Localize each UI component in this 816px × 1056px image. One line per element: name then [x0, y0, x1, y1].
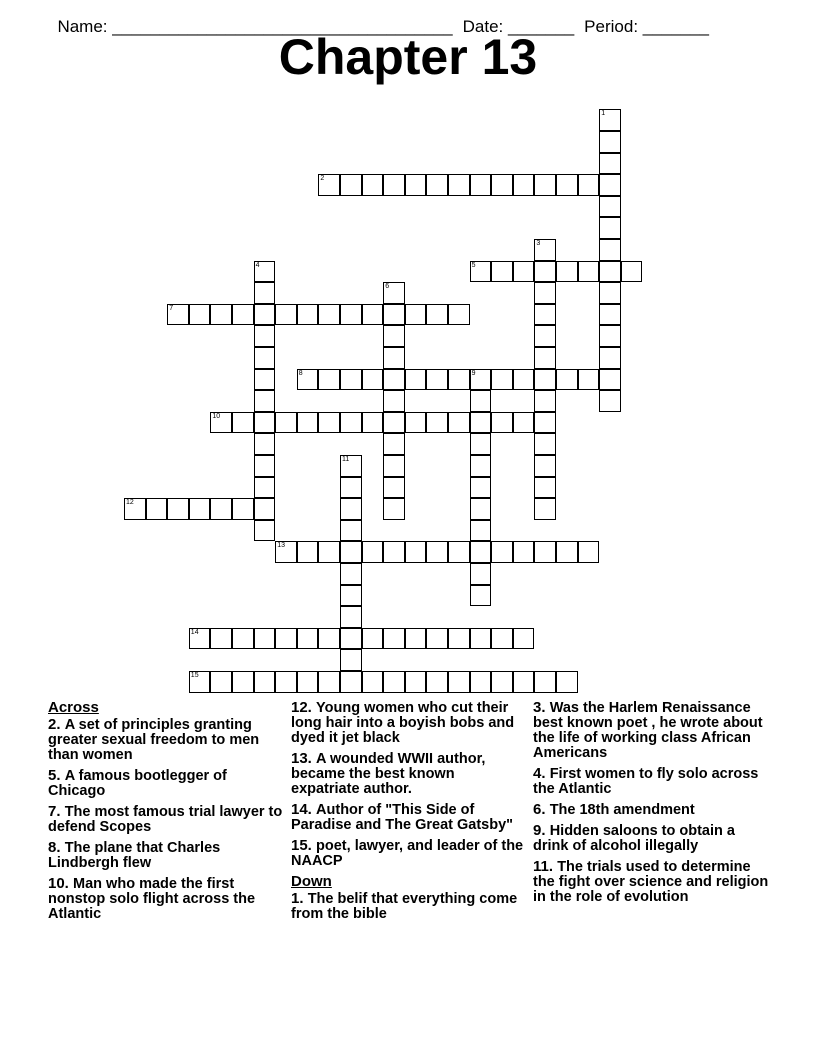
clue-number: 6: [385, 283, 390, 291]
down-heading: Down: [291, 873, 332, 890]
clue-item-text: poet, lawyer, and leader of the NAACP: [291, 838, 524, 869]
crossword-cell[interactable]: [470, 433, 492, 455]
clue-number: 10: [212, 412, 221, 420]
crossword-cell[interactable]: [405, 628, 427, 650]
crossword-cell[interactable]: [491, 541, 513, 563]
crossword-cell[interactable]: [448, 628, 470, 650]
crossword-cell[interactable]: [254, 628, 276, 650]
crossword-cell[interactable]: [513, 671, 535, 693]
crossword-cell[interactable]: [340, 671, 362, 693]
clue-item-number: 11.: [533, 858, 558, 875]
crossword-cell[interactable]: [340, 541, 362, 563]
crossword-cell[interactable]: [470, 671, 492, 693]
crossword-cell[interactable]: [297, 412, 319, 434]
crossword-cell[interactable]: [146, 498, 168, 520]
clue-item: [291, 751, 527, 797]
crossword-cell[interactable]: [189, 304, 211, 326]
crossword-cell[interactable]: [470, 498, 492, 520]
crossword-cell[interactable]: [383, 541, 405, 563]
crossword-cell[interactable]: [426, 671, 448, 693]
crossword-cell[interactable]: [254, 325, 276, 347]
crossword-cell[interactable]: [210, 671, 232, 693]
crossword-cell[interactable]: [340, 477, 362, 499]
crossword-cell[interactable]: [534, 304, 556, 326]
crossword-cell[interactable]: [534, 174, 556, 196]
clues-column-1: [48, 700, 284, 927]
crossword-cell[interactable]: [210, 412, 232, 434]
crossword-cell[interactable]: [254, 390, 276, 412]
clue-item: [48, 840, 284, 871]
crossword-cell[interactable]: [513, 174, 535, 196]
crossword-cell[interactable]: [599, 390, 621, 412]
crossword-cell[interactable]: [513, 628, 535, 650]
crossword-cell[interactable]: [254, 412, 276, 434]
clue-item: [533, 823, 769, 854]
crossword-cell[interactable]: [254, 347, 276, 369]
crossword-cell[interactable]: [491, 174, 513, 196]
crossword-cell[interactable]: [340, 304, 362, 326]
crossword-cell[interactable]: [232, 304, 254, 326]
clue-item-text: The trials used to determine the fight over science and religion in the role of evolution: [533, 859, 769, 905]
crossword-cell[interactable]: [297, 541, 319, 563]
crossword-cell[interactable]: [362, 412, 384, 434]
crossword-cell[interactable]: [232, 671, 254, 693]
crossword-cell[interactable]: [578, 541, 600, 563]
crossword-cell[interactable]: [470, 563, 492, 585]
crossword-cell[interactable]: [383, 433, 405, 455]
clue-number: 11: [342, 456, 350, 463]
crossword-cell[interactable]: [318, 412, 340, 434]
crossword-cell[interactable]: [362, 628, 384, 650]
clue-number: 5: [471, 261, 476, 269]
crossword-cell[interactable]: [254, 369, 276, 391]
clue-item-number: 13.: [291, 750, 317, 767]
date-field[interactable]: Date: _______: [462, 17, 575, 36]
clue-item: [291, 838, 527, 869]
clue-item: [48, 804, 284, 835]
crossword-cell[interactable]: [318, 628, 340, 650]
crossword-cell[interactable]: [362, 304, 384, 326]
crossword-cell[interactable]: [275, 671, 297, 693]
crossword-cell[interactable]: [189, 671, 211, 693]
crossword-cell[interactable]: [556, 369, 578, 391]
crossword-cell[interactable]: [513, 369, 535, 391]
crossword-cell[interactable]: [405, 369, 427, 391]
crossword-cell[interactable]: [232, 412, 254, 434]
crossword-cell[interactable]: [426, 541, 448, 563]
crossword-cell[interactable]: [167, 498, 189, 520]
crossword-cell[interactable]: [383, 455, 405, 477]
crossword-cell[interactable]: [275, 412, 297, 434]
crossword-cell[interactable]: [599, 282, 621, 304]
crossword-cell[interactable]: [470, 261, 492, 283]
crossword-cell[interactable]: [254, 671, 276, 693]
crossword-cell[interactable]: [534, 347, 556, 369]
clue-item-number: 12.: [291, 699, 317, 716]
crossword-cell[interactable]: [534, 412, 556, 434]
clue-item-number: 4.: [533, 765, 550, 782]
crossword-cell[interactable]: [383, 325, 405, 347]
crossword-cell[interactable]: [405, 174, 427, 196]
crossword-cell[interactable]: [275, 304, 297, 326]
crossword-cell[interactable]: [534, 390, 556, 412]
clue-item-text: A famous bootlegger of Chicago: [48, 768, 227, 799]
crossword-cell[interactable]: [340, 563, 362, 585]
crossword-cell[interactable]: [340, 520, 362, 542]
clue-item: [48, 768, 284, 799]
crossword-cell[interactable]: [470, 390, 492, 412]
clue-item-number: 9.: [533, 822, 550, 839]
clue-item: [533, 802, 769, 818]
clue-item: [48, 717, 284, 763]
clue-item-text: The most famous trial lawyer to defend Scopes: [48, 804, 283, 835]
crossword-cell[interactable]: [189, 498, 211, 520]
crossword-cell[interactable]: [426, 304, 448, 326]
crossword-cell[interactable]: [599, 174, 621, 196]
crossword-cell[interactable]: [599, 304, 621, 326]
clue-item-number: 2.: [48, 716, 65, 733]
crossword-cell[interactable]: [470, 541, 492, 563]
clue-item: [533, 766, 769, 797]
clue-item: [291, 700, 527, 746]
crossword-cell[interactable]: [556, 174, 578, 196]
crossword-cell[interactable]: [318, 369, 340, 391]
crossword-cell[interactable]: [534, 433, 556, 455]
clue-item-text: The 18th amendment: [549, 802, 695, 818]
crossword-cell[interactable]: [599, 347, 621, 369]
clue-number: 2: [320, 175, 325, 183]
clue-item-text: First women to fly solo across the Atlantic: [533, 766, 759, 797]
crossword-cell[interactable]: [491, 412, 513, 434]
crossword-cell[interactable]: [383, 304, 405, 326]
crossword-cell[interactable]: [599, 153, 621, 175]
crossword-cell[interactable]: [534, 477, 556, 499]
crossword-cell[interactable]: [470, 455, 492, 477]
crossword-cell[interactable]: [491, 671, 513, 693]
crossword-cell[interactable]: [189, 628, 211, 650]
crossword-cell[interactable]: [534, 282, 556, 304]
crossword-cell[interactable]: [340, 606, 362, 628]
clue-item: [533, 700, 769, 761]
crossword-cell[interactable]: [599, 261, 621, 283]
clues-column-2: [291, 700, 527, 927]
crossword-cell[interactable]: [383, 412, 405, 434]
crossword-cell[interactable]: [318, 174, 340, 196]
crossword-cell[interactable]: [340, 174, 362, 196]
clue-number: 7: [169, 304, 174, 312]
crossword-cell[interactable]: [383, 628, 405, 650]
crossword-cell[interactable]: [448, 671, 470, 693]
crossword-cell[interactable]: [383, 671, 405, 693]
crossword-cell[interactable]: [534, 541, 556, 563]
crossword-cell[interactable]: [426, 628, 448, 650]
crossword-cell[interactable]: [534, 455, 556, 477]
crossword-cell[interactable]: [534, 261, 556, 283]
crossword-cell[interactable]: [383, 390, 405, 412]
crossword-cell[interactable]: [534, 369, 556, 391]
clue-number: 12: [126, 499, 134, 507]
crossword-cell[interactable]: [534, 239, 556, 261]
crossword-cell[interactable]: [383, 477, 405, 499]
clue-item-number: 5.: [48, 767, 65, 784]
crossword-cell[interactable]: [578, 261, 600, 283]
clue-number: 3: [536, 240, 541, 247]
crossword-cell[interactable]: [513, 541, 535, 563]
crossword-cell[interactable]: [254, 455, 276, 477]
crossword-cell[interactable]: [426, 369, 448, 391]
crossword-cell[interactable]: [470, 174, 492, 196]
clue-item-number: 14.: [291, 801, 317, 818]
crossword-cell[interactable]: [599, 217, 621, 239]
crossword-cell[interactable]: [340, 455, 362, 477]
crossword-cell[interactable]: [621, 261, 643, 283]
across-clue-list-continued: [291, 700, 527, 869]
across-clue-list: [48, 717, 284, 922]
crossword-cell[interactable]: [275, 628, 297, 650]
crossword-cell[interactable]: [513, 412, 535, 434]
crossword-cell[interactable]: [448, 174, 470, 196]
crossword-cell[interactable]: [556, 671, 578, 693]
crossword-cell[interactable]: [534, 325, 556, 347]
crossword-cell[interactable]: [491, 261, 513, 283]
crossword-cell[interactable]: [254, 261, 276, 283]
crossword-cell[interactable]: [254, 498, 276, 520]
crossword-cell[interactable]: [318, 541, 340, 563]
clue-item-number: 6.: [533, 801, 550, 818]
crossword-cell[interactable]: [318, 671, 340, 693]
clue-item-number: 7.: [48, 803, 65, 820]
crossword-cell[interactable]: [578, 174, 600, 196]
crossword-cell[interactable]: [340, 585, 362, 607]
crossword-cell[interactable]: [534, 671, 556, 693]
crossword-cell[interactable]: [383, 347, 405, 369]
crossword-cell[interactable]: [556, 261, 578, 283]
crossword-cell[interactable]: [340, 498, 362, 520]
crossword-cell[interactable]: [124, 498, 146, 520]
crossword-cell[interactable]: [383, 498, 405, 520]
crossword-cell[interactable]: [448, 369, 470, 391]
crossword-cell[interactable]: [534, 498, 556, 520]
clue-item-number: 3.: [533, 699, 550, 716]
clue-number: 8: [298, 369, 303, 377]
crossword-cell[interactable]: [167, 304, 189, 326]
clue-item-number: 10.: [48, 875, 74, 892]
clue-item-text: The belif that everything come from the bible: [291, 891, 518, 922]
crossword-cell[interactable]: [556, 541, 578, 563]
crossword-cell[interactable]: [599, 239, 621, 261]
clue-item: [291, 802, 527, 833]
crossword-cell[interactable]: [470, 520, 492, 542]
crossword-cell[interactable]: [383, 174, 405, 196]
clue-item-text: A set of principles granting greater sexual freedom to men than women: [48, 717, 260, 763]
across-heading: Across: [48, 699, 99, 716]
clue-item-text: Author of "This Side of Paradise and The Great Gatsby": [291, 802, 514, 833]
crossword-cell[interactable]: [297, 369, 319, 391]
crossword-cell[interactable]: [491, 369, 513, 391]
period-field[interactable]: Period: _______: [584, 17, 709, 36]
crossword-cell[interactable]: [599, 109, 621, 131]
crossword-cell[interactable]: [362, 671, 384, 693]
clue-item-number: 15.: [291, 837, 317, 854]
page-title: Chapter 13: [278, 29, 538, 85]
clue-item-text: Hidden saloons to obtain a drink of alcohol illegally: [533, 823, 735, 854]
clue-item-text: Man who made the first nonstop solo flight across the Atlantic: [48, 876, 256, 922]
clue-number: 9: [471, 369, 476, 377]
crossword-cell[interactable]: [470, 412, 492, 434]
crossword-cell[interactable]: [470, 585, 492, 607]
clue-item-number: 1.: [291, 890, 308, 907]
crossword-cell[interactable]: [362, 541, 384, 563]
crossword-cell[interactable]: [426, 174, 448, 196]
clue-number: 14: [190, 628, 199, 636]
crossword-cell[interactable]: [340, 649, 362, 671]
crossword-cell[interactable]: [470, 477, 492, 499]
crossword-cell[interactable]: [448, 304, 470, 326]
crossword-cell[interactable]: [232, 628, 254, 650]
crossword-cell[interactable]: [362, 174, 384, 196]
crossword-cell[interactable]: [340, 628, 362, 650]
crossword-cell[interactable]: [254, 520, 276, 542]
crossword-cell[interactable]: [513, 261, 535, 283]
crossword-cell[interactable]: [470, 628, 492, 650]
crossword-cell[interactable]: [448, 412, 470, 434]
crossword-cell[interactable]: [405, 671, 427, 693]
crossword-cell[interactable]: [491, 628, 513, 650]
crossword-cell[interactable]: [599, 196, 621, 218]
crossword-cell[interactable]: [210, 498, 232, 520]
clue-item-text: Young women who cut their long hair into a boyish bobs and dyed it jet black: [291, 700, 515, 746]
crossword-cell[interactable]: [578, 369, 600, 391]
down-clue-list: [291, 891, 527, 922]
clue-number: 13: [277, 542, 285, 550]
crossword-cell[interactable]: [405, 304, 427, 326]
crossword-cell[interactable]: [254, 477, 276, 499]
clue-item: [533, 859, 769, 905]
crossword-cell[interactable]: [297, 628, 319, 650]
crossword-cell[interactable]: [426, 412, 448, 434]
crossword-cell[interactable]: [340, 369, 362, 391]
clue-number: 1: [601, 110, 606, 118]
clues-column-3: [533, 700, 769, 910]
clue-number: 15: [190, 672, 199, 679]
clue-item-text: Was the Harlem Renaissance best known poet , he wrote about the life of working class African Americans: [533, 700, 763, 761]
clue-item: [48, 876, 284, 922]
crossword-cell[interactable]: [470, 369, 492, 391]
crossword-cell[interactable]: [297, 304, 319, 326]
crossword-cell[interactable]: [275, 541, 297, 563]
crossword-cell[interactable]: [383, 282, 405, 304]
crossword-cell[interactable]: [318, 304, 340, 326]
crossword-cell[interactable]: [599, 369, 621, 391]
crossword-cell[interactable]: [232, 498, 254, 520]
crossword-cell[interactable]: [340, 412, 362, 434]
crossword-cell[interactable]: [448, 541, 470, 563]
name-field[interactable]: Name: ____________________________________: [57, 17, 453, 36]
crossword-cell[interactable]: [210, 304, 232, 326]
crossword-cell[interactable]: [599, 131, 621, 153]
crossword-cell[interactable]: [405, 541, 427, 563]
crossword-cell[interactable]: [297, 671, 319, 693]
down-clue-list-continued: [533, 700, 769, 905]
crossword-cell[interactable]: [254, 282, 276, 304]
clue-item-number: 8.: [48, 839, 65, 856]
clue-item-text: A wounded WWII author, became the best known expatriate author.: [291, 751, 486, 797]
crossword-cell[interactable]: [254, 304, 276, 326]
crossword-cell[interactable]: [362, 369, 384, 391]
clue-number: 4: [255, 261, 260, 269]
clue-item: [291, 891, 527, 922]
crossword-cell[interactable]: [254, 433, 276, 455]
crossword-cell[interactable]: [210, 628, 232, 650]
crossword-cell[interactable]: [383, 369, 405, 391]
clue-item-text: The plane that Charles Lindbergh flew: [48, 840, 221, 871]
crossword-cell[interactable]: [405, 412, 427, 434]
crossword-cell[interactable]: [599, 325, 621, 347]
